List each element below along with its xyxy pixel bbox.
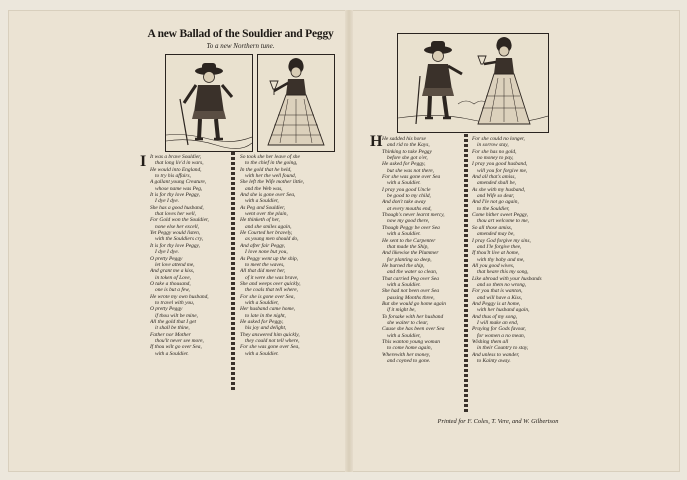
- verse-line: And she is gone over Sea,: [240, 192, 296, 199]
- verse-line: his joy and delight,: [245, 325, 287, 332]
- verse-line: of it were she was brave,: [245, 274, 299, 281]
- verse-line: that heare this my song,: [477, 269, 529, 276]
- verse-line: with a Souldier.: [387, 281, 421, 288]
- verse-line: She has a good husband,: [150, 204, 204, 211]
- verse-line: one is but a few,: [155, 287, 190, 294]
- verse-line: with a Souldier.: [387, 180, 421, 187]
- verse-line: He burned the ship,: [382, 262, 425, 269]
- verse-line: no money to pay,: [477, 155, 514, 162]
- verse-line: she waiter to clear,: [387, 319, 429, 326]
- verse-line: that made the Ship,: [387, 243, 429, 250]
- verse-line: For she has no gold,: [472, 148, 517, 155]
- dropcap-left: I: [140, 153, 147, 170]
- verse-line: I dye I dye.: [155, 198, 179, 205]
- soldier-woodcut: [165, 54, 253, 152]
- verse-line: He asked for Peggy,: [240, 318, 284, 325]
- verse-line: for women a no mean,: [477, 332, 526, 339]
- verse-line: If thou'lt live at home,: [472, 250, 520, 257]
- verse-line: Father nor Mother: [150, 331, 191, 338]
- verse-line: O pretty Peggy: [150, 255, 183, 262]
- verse-line: For she was gone over Sea: [382, 174, 441, 181]
- ornament-divider-right: [464, 134, 468, 414]
- verse-line: in token of Love,: [155, 274, 191, 281]
- verse-line: let love attend me,: [155, 261, 195, 268]
- verse-line: For she is gone over Sea,: [240, 293, 295, 300]
- verse-line: All the gold that I get: [150, 318, 196, 325]
- center-fold: [345, 10, 353, 472]
- verse-line: For she could no longer,: [472, 136, 525, 142]
- verse-line: But she would go home again: [382, 300, 446, 307]
- verse-line: They answered him quickly,: [240, 331, 300, 338]
- verse-line: if it might be,: [387, 307, 416, 314]
- verse-line: will you for forgive me,: [477, 167, 528, 174]
- verse-line: with a Souldier.: [245, 350, 279, 357]
- verse-line: amended shall be,: [477, 180, 517, 187]
- verse-line: to Kainty away.: [477, 358, 511, 365]
- verse-line: it shall be thine,: [155, 325, 190, 332]
- verse-line: but she was not there,: [387, 167, 434, 174]
- verse-line: to travel with you,: [155, 299, 195, 306]
- verse-line: And likewise the Plummer: [382, 250, 439, 257]
- woman-woodcut: [257, 54, 335, 152]
- verse-line: He sent to the Carpenter: [382, 237, 436, 244]
- verse-line: As Peg and Souldier,: [240, 204, 285, 211]
- verse-line: to meet the waves,: [245, 261, 285, 268]
- verse-line: In the gold that he held,: [240, 166, 292, 173]
- verse-line: to late in the night,: [245, 312, 286, 319]
- verse-line: And after fair Peggy,: [240, 242, 286, 249]
- verse-line: He Courted her bravely,: [240, 230, 293, 237]
- verse-line: For Gold won the Souldier,: [150, 217, 209, 224]
- printer-imprint: Printed for F. Coles, T. Vere, and W. Gilbertson: [437, 418, 559, 425]
- verse-line: Praying for Gods favour,: [472, 326, 526, 333]
- verse-line: and so them no wrong,: [477, 281, 527, 288]
- verse-line: thou'lt never see more,: [155, 337, 204, 344]
- verse-line: It is for thy love Peggy,: [150, 242, 200, 249]
- verse-line: She had not been over Sea: [382, 288, 440, 295]
- verse-line: And thus of my song,: [472, 313, 518, 320]
- verse-line: with a Souldier,: [245, 198, 279, 205]
- verse-line: the coals that tell where,: [245, 287, 298, 294]
- verse-line: And all that's amiss,: [472, 174, 516, 181]
- verse-line: I dye I dye.: [155, 249, 179, 256]
- verse-line: She and weeps over quickly,: [240, 280, 301, 287]
- verse-line: Thinking to take Peggy: [382, 148, 432, 155]
- verse-line: For she was gone over Sea,: [240, 344, 300, 351]
- verse-line: and coyned to gone.: [387, 358, 431, 365]
- verse-line: All you good wives,: [472, 262, 515, 269]
- verse-line: And unless to wander,: [472, 351, 520, 358]
- verse-line: That carried Peg over Sea: [382, 275, 439, 282]
- verse-line: So took she her leave of she: [240, 154, 300, 160]
- verse-line: with a Souldier,: [245, 299, 279, 306]
- verse-line: whose name was Peg,: [155, 185, 203, 192]
- verse-line: Cause she has been over Sea: [382, 326, 445, 333]
- verse-line: as young men should do,: [245, 236, 299, 243]
- verse-line: As she with my husband,: [472, 186, 526, 193]
- verse-line: with the Souldiers cry,: [155, 236, 204, 243]
- verse-line: none else her excell,: [155, 223, 200, 230]
- verse-line: To forsake with her husband: [382, 313, 444, 320]
- verse-line: I will make an end,: [477, 319, 519, 326]
- verse-line: And Peggy is at home,: [472, 300, 521, 307]
- verse-line: with a Souldier.: [387, 231, 421, 238]
- verse-column-4: [472, 136, 576, 364]
- verse-line: to come home again,: [387, 345, 432, 352]
- verse-line: amended may be,: [477, 231, 515, 238]
- verse-line: O pretty Peggy: [150, 306, 183, 313]
- verse-line: and she smiles again,: [245, 223, 292, 230]
- verse-line: Though's never learnt mercy,: [382, 212, 445, 219]
- verse-line: to the Souldier,: [477, 205, 510, 212]
- verse-line: He asked for Peggy,: [382, 161, 426, 168]
- verse-line: And don't take away: [382, 199, 426, 206]
- ballad-subtitle: To a new Northern tune.: [206, 42, 275, 50]
- verse-line: Yet Peggy would listen,: [150, 230, 201, 237]
- verse-line: Her husband came home,: [240, 306, 296, 313]
- verse-line: that long liv'd in wars,: [155, 160, 204, 167]
- verse-line: and rid to the Kays,: [387, 142, 430, 149]
- verse-line: I love none but you,: [245, 249, 288, 256]
- verse-line: I pray God forgive my sins,: [472, 237, 531, 244]
- verse-line: and Wife so dear,: [477, 193, 515, 200]
- verse-line: So all those amiss,: [472, 224, 513, 231]
- verse-line: with her the well found,: [245, 173, 297, 180]
- verse-line: He sadded his horse: [382, 136, 426, 142]
- verse-line: went over the plain,: [245, 211, 288, 218]
- verse-line: and I'le forgive thee,: [477, 243, 522, 250]
- verse-line: For you that is wanton,: [472, 288, 523, 295]
- verse-line: with a Souldier.: [155, 350, 189, 357]
- verse-line: in their Country to stay,: [477, 345, 529, 352]
- verse-line: be good to my child,: [387, 193, 431, 200]
- verse-line: to the chief in the going,: [245, 160, 298, 167]
- verse-line: As Peggy went up the ship,: [240, 255, 299, 262]
- verse-line: She left the Wife mother little,: [240, 179, 305, 186]
- couple-woodcut: [397, 33, 549, 133]
- verse-line: Wishing them all: [472, 339, 509, 345]
- verse-line: passing Months three,: [387, 294, 435, 301]
- verse-line: they could not tell where,: [245, 337, 300, 344]
- dropcap-right: H: [370, 133, 383, 150]
- verse-line: This wanton young woman: [382, 339, 440, 345]
- verse-line: Come hither sweet Peggy,: [472, 212, 528, 219]
- verse-line: and the Web was,: [245, 185, 283, 192]
- verse-line: A gallant young Creature,: [150, 179, 207, 186]
- verse-column-3: [382, 136, 462, 364]
- verse-line: at every mouths end,: [387, 205, 432, 212]
- verse-line: that loves her well,: [155, 211, 197, 218]
- verse-line: Wherewith her money,: [382, 351, 431, 358]
- verse-line: and will have a Kiss,: [477, 294, 523, 301]
- verse-line: All that did meet her,: [240, 268, 286, 275]
- verse-line: And grant me a kiss,: [150, 268, 195, 275]
- verse-line: Though Peggy be over Sea: [382, 224, 440, 231]
- verse-line: I pray you good husband,: [472, 161, 528, 168]
- broadside-sheet: [8, 10, 680, 472]
- verse-line: now my good there,: [387, 218, 430, 225]
- verse-line: with a Souldier,: [387, 332, 421, 339]
- verse-line: in sorrow stay,: [477, 142, 509, 149]
- verse-line: If thou wilt go over Sea,: [150, 344, 202, 351]
- verse-column-2: [240, 154, 336, 357]
- verse-line: and the water so clean,: [387, 269, 438, 276]
- verse-line: Like abroad with your husbands: [472, 275, 542, 282]
- verse-line: thou art welcome to me,: [477, 218, 529, 225]
- verse-line: I pray you good Uncle: [382, 186, 431, 193]
- verse-line: And I'le not go again,: [472, 199, 519, 206]
- verse-line: for planting so deep,: [387, 256, 432, 263]
- verse-line: if thou wilt be mine,: [155, 312, 198, 319]
- verse-line: O take a thousand,: [150, 280, 191, 287]
- verse-line: He wrote my own husband,: [150, 293, 209, 300]
- verse-line: He thinketh of her,: [240, 217, 280, 224]
- verse-column-1: [150, 154, 230, 357]
- ballad-title: A new Ballad of the Souldier and Peggy: [147, 28, 334, 40]
- ornament-divider-left: [231, 152, 235, 392]
- verse-line: He would into England,: [150, 166, 202, 173]
- verse-line: before she got o'er,: [387, 155, 428, 162]
- verse-line: It is for thy love Peggy,: [150, 192, 200, 199]
- verse-line: to try his affairs,: [155, 173, 191, 180]
- verse-line: with her husband again,: [477, 307, 530, 314]
- verse-line: It was a brave Souldier,: [150, 154, 202, 160]
- verse-line: with thy baby and me,: [477, 256, 525, 263]
